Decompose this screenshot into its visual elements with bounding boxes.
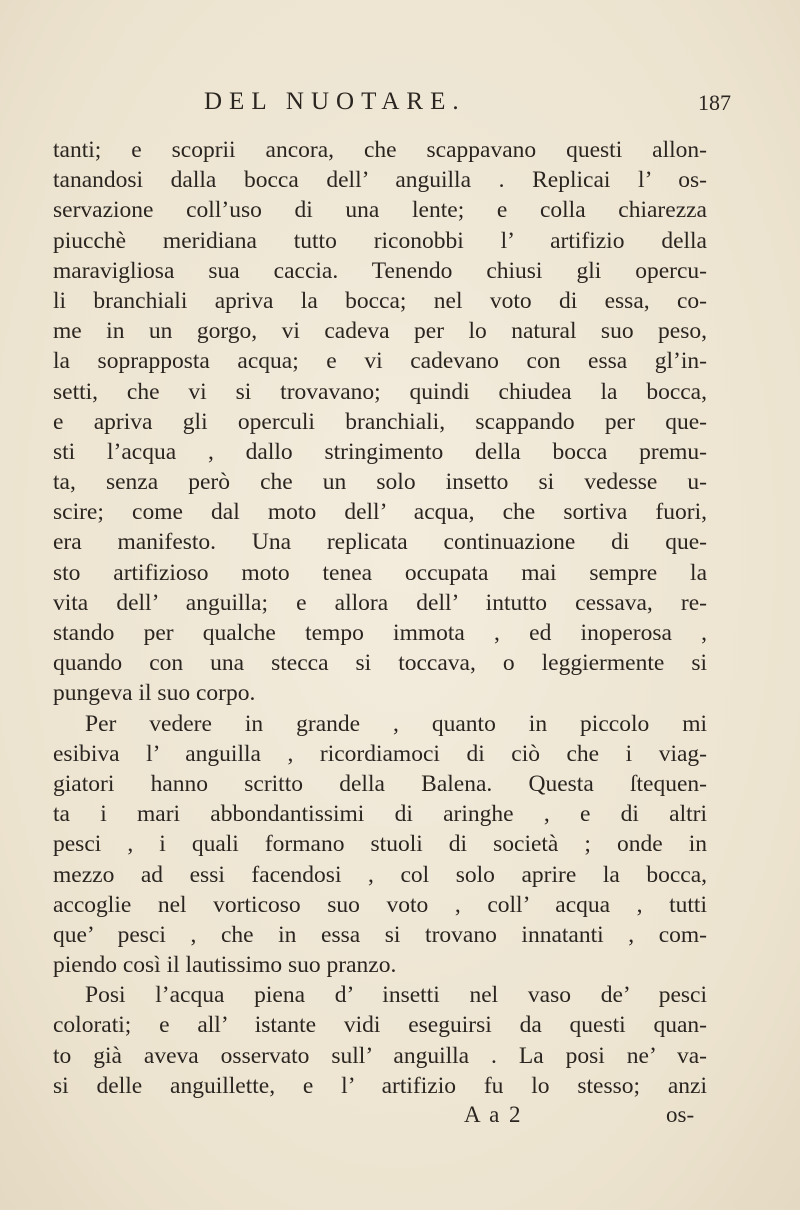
page-footer	[0, 1102, 800, 1132]
catchword: os-	[666, 1102, 695, 1127]
text-line: la soprapposta acqua; e vi cadevano con essa gl’in-	[53, 348, 707, 375]
text-line: accoglie nel vorticoso suo voto , coll’ acqua , tutti	[53, 891, 707, 918]
text-line: tanandosi dalla bocca dell’ anguilla . Replicai l’ os-	[53, 167, 707, 194]
text-line: li branchiali apriva la bocca; nel voto di essa, co-	[53, 287, 707, 314]
text-line: colorati; e all’ istante vidi eseguirsi da questi quan-	[53, 1012, 707, 1039]
text-line: mezzo ad essi facendosi , col solo aprire la bocca,	[53, 861, 707, 888]
running-head: DEL NUOTARE.	[204, 88, 466, 115]
text-line: tanti; e scoprii ancora, che scappavano questi allon-	[53, 137, 707, 163]
text-line: stando per qualche tempo immota , ed inoperosa ,	[53, 620, 707, 646]
text-line: sto artifizioso moto tenea occupata mai sempre la	[53, 559, 707, 586]
text-line: Posi l’acqua piena d’ insetti nel vaso de’ pesci	[85, 982, 707, 1009]
text-line: piucchè meridiana tutto riconobbi l’ artifizio della	[53, 227, 707, 254]
text-line: Per vedere in grande , quanto in piccolo mi	[85, 710, 707, 737]
text-line: si delle anguillette, e l’ artifizio fu lo stesso; anzi	[53, 1072, 707, 1099]
text-line: vita dell’ anguilla; e allora dell’ intutto cessava, re-	[53, 589, 707, 616]
text-line: to già aveva osservato sull’ anguilla . La posi ne’ va-	[53, 1042, 707, 1069]
page-header	[0, 88, 800, 128]
text-line: piendo così il lautissimo suo pranzo.	[53, 952, 397, 979]
text-line: e apriva gli operculi branchiali, scappando per que-	[53, 408, 707, 435]
text-line: ta, senza però che un solo insetto si vedesse u-	[53, 469, 707, 496]
text-line: esibiva l’ anguilla , ricordiamoci di ciò che i viag-	[53, 740, 707, 767]
text-line: maravigliosa sua caccia. Tenendo chiusi gli opercu-	[53, 257, 707, 284]
text-line: setti, che vi si trovavano; quindi chiudea la bocca,	[53, 378, 707, 405]
text-line: me in un gorgo, vi cadeva per lo natural suo peso,	[53, 318, 707, 345]
text-line: quando con una stecca si toccava, o leggiermente si	[53, 650, 707, 677]
text-line: pungeva il suo corpo.	[53, 680, 256, 707]
text-line: servazione coll’uso di una lente; e colla chiarezza	[53, 197, 707, 224]
page-number: 187	[698, 90, 731, 115]
text-line: pesci , i quali formano stuoli di società ; onde in	[53, 831, 707, 858]
text-line: giatori hanno scritto della Balena. Questa ſtequen-	[53, 770, 707, 797]
text-line: scire; come dal moto dell’ acqua, che sortiva fuori,	[53, 499, 707, 526]
text-line: era manifesto. Una replicata continuazione di que-	[53, 529, 707, 556]
body-text	[53, 135, 707, 1101]
signature-mark: A a 2	[464, 1102, 523, 1127]
text-line: que’ pesci , che in essa si trovano innatanti , com-	[53, 921, 707, 948]
text-line: ta i mari abbondantissimi di aringhe , e di altri	[53, 801, 707, 828]
text-line: sti l’acqua , dallo stringimento della bocca premu-	[53, 438, 707, 465]
